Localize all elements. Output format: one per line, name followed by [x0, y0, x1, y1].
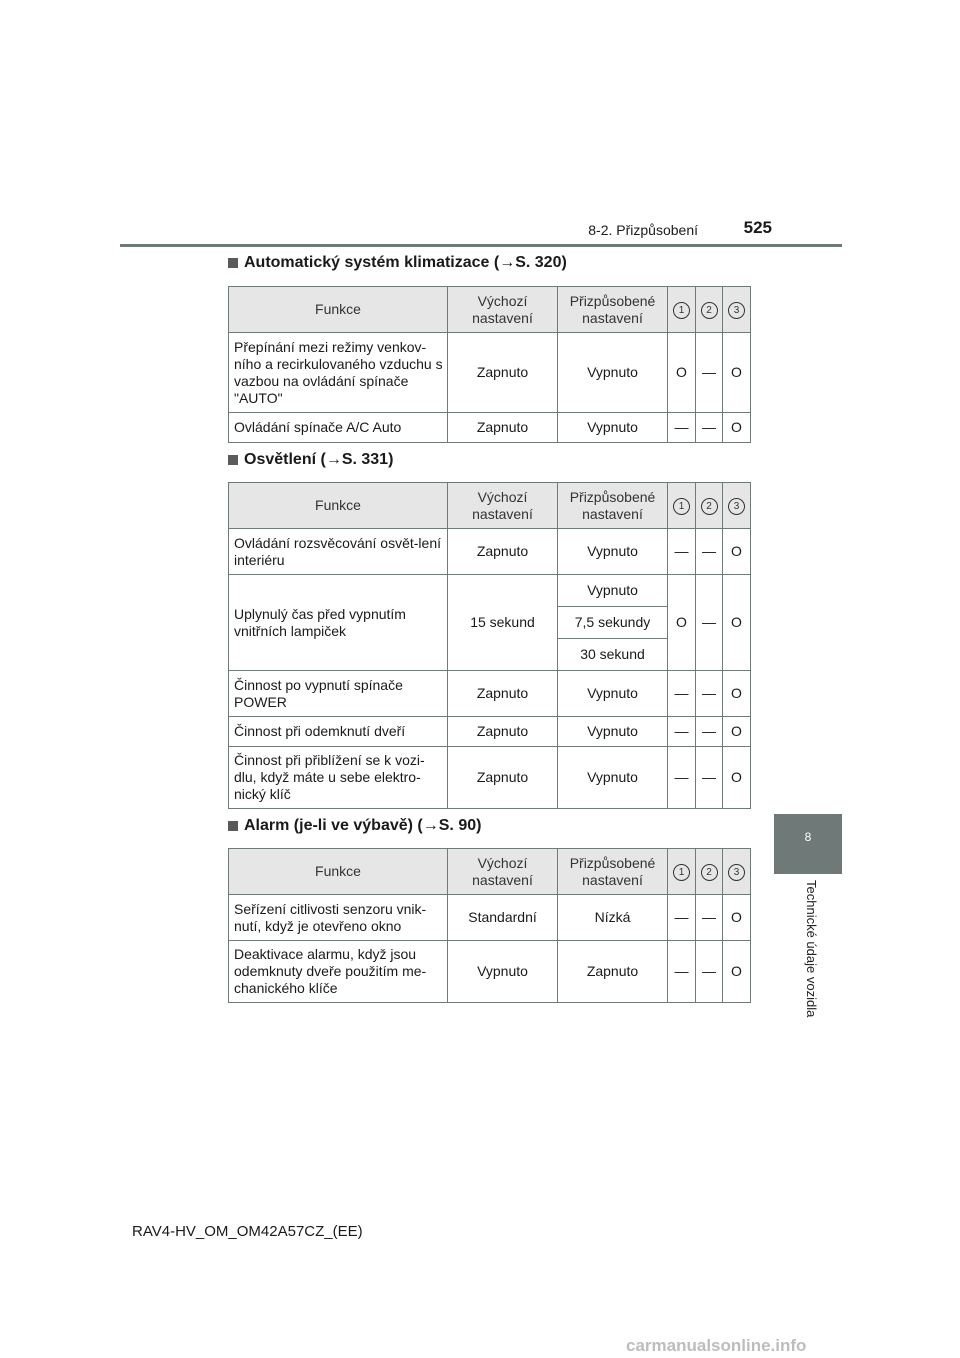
- section-heading-osvetleni: Osvětlení ( → S. 331): [228, 451, 393, 469]
- header-rule: [120, 244, 842, 247]
- chapter-tab: [774, 814, 842, 874]
- chapter-number: 8: [804, 830, 812, 844]
- table-row: Činnost při přiblížení se k vozi-dlu, když máte u sebe elektro-nický klíč Zapnuto Vypnuto — — O: [229, 747, 751, 809]
- circle-3-icon: 3: [728, 498, 745, 515]
- table-alarm: [228, 848, 751, 1003]
- circle-1-icon: 1: [673, 302, 690, 319]
- document-code: RAV4-HV_OM_OM42A57CZ_(EE): [132, 1223, 363, 1240]
- table-header-row: Funkce Výchozí nastavení Přizpůsobené nastavení 1 2 3: [229, 483, 751, 529]
- table-header-row: Funkce Výchozí nastavení Přizpůsobené nastavení 1 2 3: [229, 849, 751, 895]
- square-bullet-icon: [228, 258, 238, 268]
- square-bullet-icon: [228, 821, 238, 831]
- table-row: Ovládání rozsvěcování osvět-lení interiéru Zapnuto Vypnuto — — O: [229, 529, 751, 575]
- table-osvetleni: [228, 482, 751, 809]
- arrow-icon: →: [499, 254, 516, 271]
- arrow-icon: →: [325, 451, 342, 468]
- table-row: 7,5 sekundy: [229, 607, 751, 639]
- circle-1-icon: 1: [673, 864, 690, 881]
- table-row: Přepínání mezi režimy venkov-ního a recirkulovaného vzduchu s vazbou na ovládání spínače "AUTO" Zapnuto Vypnuto O — O: [229, 333, 751, 413]
- table-row: Uplynulý čas před vypnutím vnitřních lampiček 15 sekund Vypnuto O — O: [229, 575, 751, 607]
- section-heading-alarm: Alarm (je-li ve výbavě) ( → S. 90): [228, 817, 481, 835]
- table-row: Ovládání spínače A/C Auto Zapnuto Vypnuto — — O: [229, 413, 751, 443]
- page-number: 525: [743, 218, 772, 237]
- circle-1-icon: 1: [673, 498, 690, 515]
- circle-2-icon: 2: [701, 864, 718, 881]
- watermark: carmanualsonline.info: [626, 1336, 807, 1355]
- section-title: 8-2. Přizpůsobení: [588, 222, 698, 238]
- page-header: [120, 218, 840, 244]
- table-row: Deaktivace alarmu, když jsou odemknuty dveře použitím me-chanického klíče Vypnuto Zapnuto — — O: [229, 941, 751, 1003]
- table-row: Činnost po vypnutí spínače POWER Zapnuto Vypnuto — — O: [229, 671, 751, 717]
- circle-3-icon: 3: [728, 302, 745, 319]
- circle-2-icon: 2: [701, 302, 718, 319]
- circle-3-icon: 3: [728, 864, 745, 881]
- chapter-label: Technické údaje vozidla: [804, 880, 819, 1018]
- square-bullet-icon: [228, 455, 238, 465]
- table-klimatizace: [228, 286, 751, 443]
- arrow-icon: →: [422, 817, 439, 834]
- section-heading-klimatizace: Automatický systém klimatizace ( → S. 320): [228, 254, 567, 272]
- table-header-row: Funkce Výchozí nastavení Přizpůsobené nastavení 1 2 3: [229, 287, 751, 333]
- circle-2-icon: 2: [701, 498, 718, 515]
- table-row: Seřízení citlivosti senzoru vnik-nutí, když je otevřeno okno Standardní Nízká — — O: [229, 895, 751, 941]
- table-row: 30 sekund: [229, 639, 751, 671]
- table-row: Činnost při odemknutí dveří Zapnuto Vypnuto — — O: [229, 717, 751, 747]
